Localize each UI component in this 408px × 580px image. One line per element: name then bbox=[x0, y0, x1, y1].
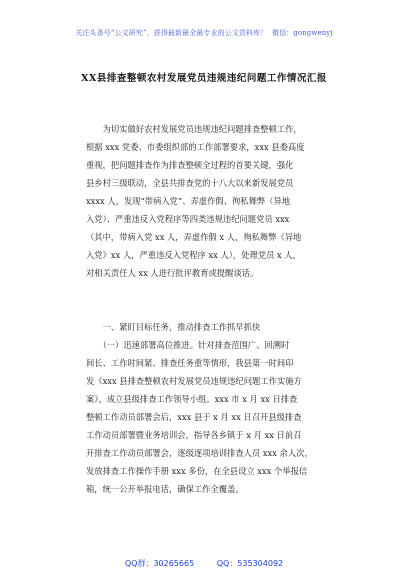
intro-paragraph bbox=[86, 120, 342, 282]
promo-header bbox=[0, 28, 408, 38]
section-line: 箱，统一公开举报电话，确保工作全覆盖。 bbox=[86, 484, 244, 494]
section-line: 发《xxx 县排查整顿农村发展党员违规违纪问题工作实施方 bbox=[86, 376, 302, 386]
section-line: 案》，成立县级排查工作领导小组。xxx 市 x 月 xx 日排查 bbox=[86, 394, 298, 404]
section-line: 整顿工作动员部署会后，xxx 县于 x 月 xx 日召开县级排查 bbox=[86, 412, 302, 422]
section-line: 发放排查工作操作手册 xxx 多份，在全县设立 xxx 个举报信 bbox=[86, 466, 308, 476]
wechat-id: 微信：gongwenyj bbox=[271, 29, 333, 37]
section-heading-text: 一、紧盯目标任务，推动排查工作抓早抓快 bbox=[86, 322, 261, 332]
intro-line: 重视，把问题排查作为排查整顿全过程的首要关键，强化 bbox=[86, 160, 294, 170]
intro-line: 县乡村三级联动，全县共排查党的十八大以来新发展党员 bbox=[86, 178, 294, 188]
section-line: 工作动员部署暨业务培训会，指导各乡镇于 x 月 xx 日前召 bbox=[86, 430, 302, 440]
intro-line: xxxx 人，发现“带病入党”、弄虚作假、徇私舞弊（异地 bbox=[86, 196, 291, 206]
section-heading bbox=[86, 318, 342, 336]
section-line: 开排查工作动员部署会，逐级逐项培训排查人员 xxx 余人次， bbox=[86, 448, 313, 458]
intro-line: 入党）、严重违反入党程序等四类违规违纪问题党员 xxx bbox=[86, 214, 290, 224]
document-title: XX县排查整顿农村发展党员违规违纪问题工作情况汇报 bbox=[81, 73, 327, 84]
section-line: 间长、工作时间紧、排查任务重等情形，我县第一时间印 bbox=[86, 358, 294, 368]
qq-group: QQ群：30265665 bbox=[124, 559, 195, 568]
intro-line: 对相关责任人 xx 人进行批评教育或提醒谈话。 bbox=[86, 268, 259, 278]
intro-line: （其中，带病入党 xx 人，弄虚作假 x 人，徇私舞弊《异地 bbox=[86, 232, 302, 242]
section-paragraph bbox=[86, 336, 342, 498]
section-line: （一）迅速部署高位推进。针对排查范围广、回溯时 bbox=[86, 340, 290, 350]
contact-footer bbox=[0, 558, 408, 569]
intro-line: 入党》xx 人，严重违反入党程序 xx 人），处理党员 x 人， bbox=[86, 250, 301, 260]
qq-number: QQ：535304092 bbox=[216, 559, 284, 568]
intro-line: 根据 xxx 党委、市委组织部的工作部署要求，xxx 县委高度 bbox=[86, 142, 305, 152]
promo-text: 关注头条号“公文研究”，获得最新最全最专业的公文资料库！ bbox=[75, 29, 268, 37]
intro-line: 为切实做好农村发展党员违规违纪问题排查整顿工作， bbox=[86, 124, 302, 134]
